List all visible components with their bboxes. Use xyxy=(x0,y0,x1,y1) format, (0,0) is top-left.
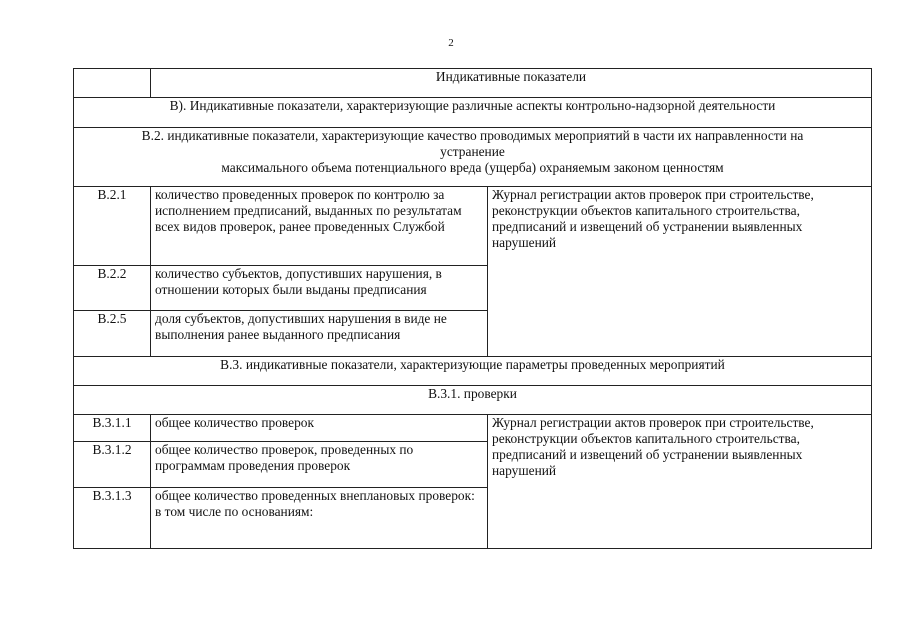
indicators-table xyxy=(73,68,872,549)
section-b31-title: В.3.1. проверки xyxy=(74,386,872,415)
row-description-note: в том числе по основаниям: xyxy=(155,504,314,519)
row-description: количество субъектов, допустивших нарушения, в отношении которых были выданы предписания xyxy=(151,266,488,311)
row-description: общее количество проверок xyxy=(151,415,488,442)
row-source: Журнал регистрации актов проверок при строительстве, реконструкции объектов капитального строительства, предписаний и извещений об устранении выявленных нарушений xyxy=(488,415,872,549)
row-description: доля субъектов, допустивших нарушения в виде не выполнения ранее выданного предписания xyxy=(151,311,488,357)
row-code: В.2.2 xyxy=(74,266,151,311)
section-b-row xyxy=(74,98,872,128)
table-header-row xyxy=(74,69,872,98)
row-description-main: общее количество проведенных внеплановых проверок: xyxy=(155,488,475,503)
table-row xyxy=(74,187,872,266)
row-code: В.3.1.3 xyxy=(74,488,151,549)
table-header-title: Индикативные показатели xyxy=(151,69,872,98)
section-b2-row xyxy=(74,128,872,187)
section-b2-line2: устранение xyxy=(440,144,505,159)
row-code: В.2.1 xyxy=(74,187,151,266)
row-code: В.3.1.1 xyxy=(74,415,151,442)
row-code: В.2.5 xyxy=(74,311,151,357)
row-code: В.3.1.2 xyxy=(74,442,151,488)
page-number: 2 xyxy=(448,37,454,49)
section-b3-row xyxy=(74,357,872,386)
header-empty-cell xyxy=(74,69,151,98)
row-description xyxy=(151,488,488,549)
section-b31-row xyxy=(74,386,872,415)
section-b2-line3: максимального объема потенциального вреда (ущерба) охраняемым законом ценностям xyxy=(221,160,724,175)
row-source: Журнал регистрации актов проверок при строительстве, реконструкции объектов капитального строительства, предписаний и извещений об устранении выявленных нарушений xyxy=(488,187,872,357)
section-b2-title xyxy=(74,128,872,187)
row-description: количество проведенных проверок по контролю за исполнением предписаний, выданных по результатам всех видов проверок, ранее проведенных Службой xyxy=(151,187,488,266)
table-row xyxy=(74,415,872,442)
row-description: общее количество проверок, проведенных по программам проведения проверок xyxy=(151,442,488,488)
section-b2-line1: В.2. индикативные показатели, характеризующие качество проводимых мероприятий в части их направленности на xyxy=(141,128,804,143)
section-b3-title: В.3. индикативные показатели, характеризующие параметры проведенных мероприятий xyxy=(74,357,872,386)
section-b-title: В). Индикативные показатели, характеризующие различные аспекты контрольно-надзорной деятельности xyxy=(74,98,872,128)
